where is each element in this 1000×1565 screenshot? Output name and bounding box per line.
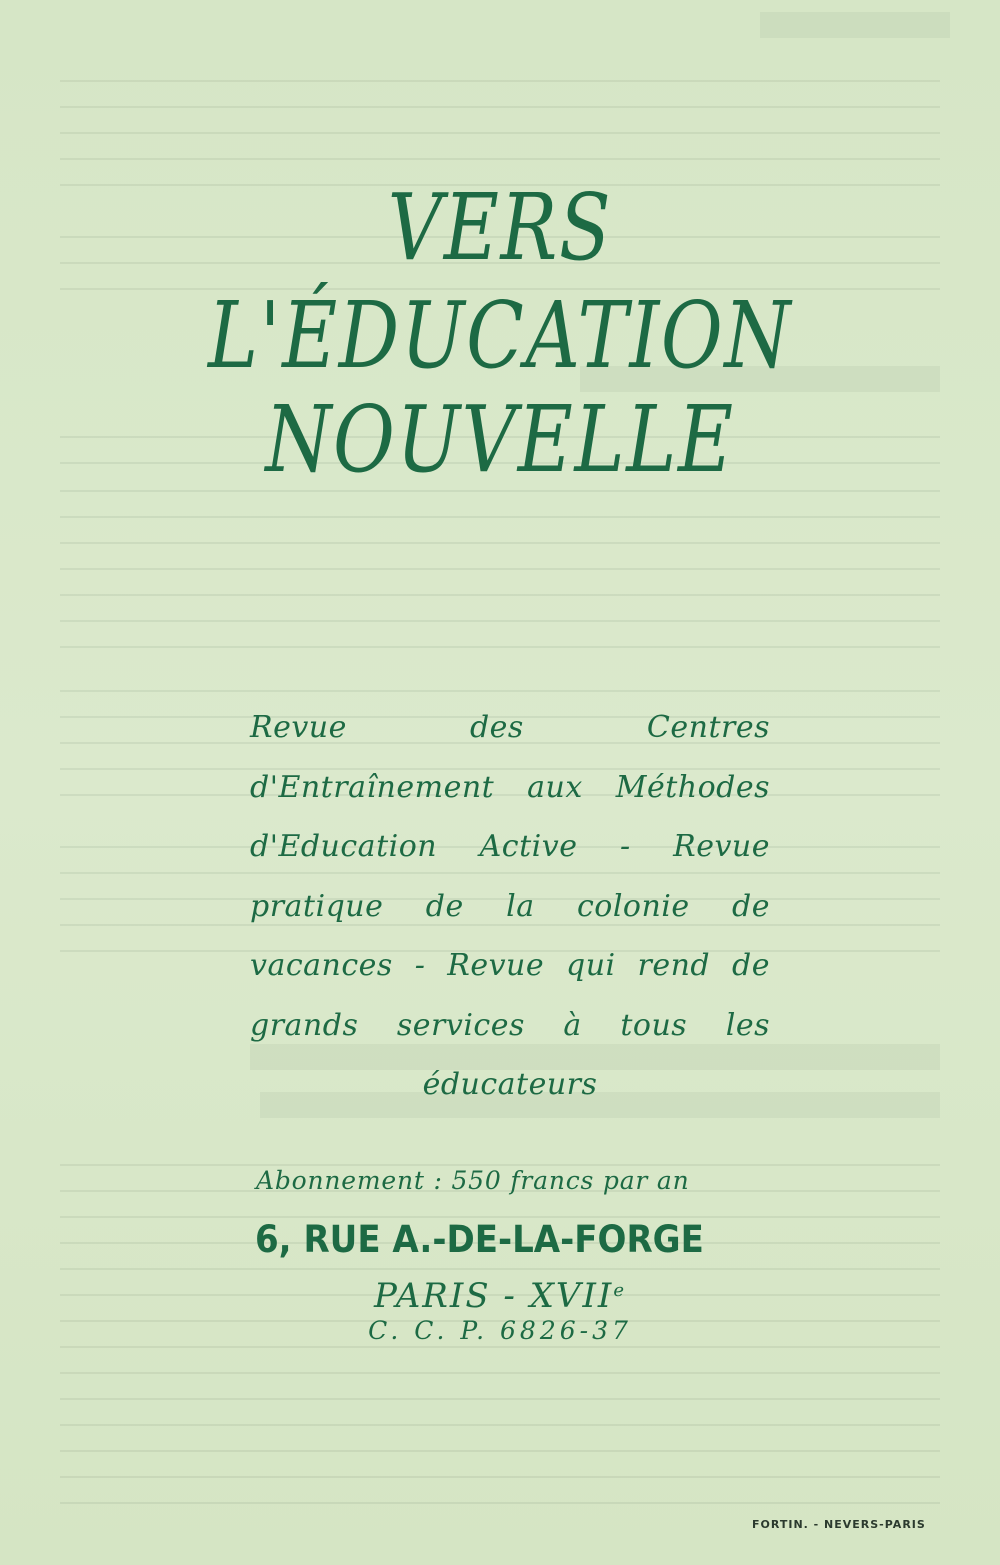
title-line-3: NOUVELLE: [265, 386, 735, 493]
city-name: PARIS - XVII: [373, 1276, 614, 1316]
magazine-description: Revue des Centres d'Entraînement aux Méthodes d'Education Active - Revue pratique de la colonie de vacances - Revue qui rend de grands services à tous les éducateurs: [250, 710, 770, 1102]
title-line-1: VERS: [387, 174, 613, 281]
printer-credit: FORTIN. - NEVERS-PARIS: [752, 1518, 926, 1531]
title-line-2: L'ÉDUCATION: [207, 282, 793, 389]
city-suffix: e: [613, 1280, 626, 1301]
city-line: [0, 1276, 1000, 1316]
postal-account: C. C. P. 6826-37: [368, 1316, 632, 1345]
street-address: 6, RUE A.-DE-LA-FORGE: [255, 1218, 704, 1261]
subscription-price: Abonnement : 550 francs par an: [256, 1166, 690, 1195]
